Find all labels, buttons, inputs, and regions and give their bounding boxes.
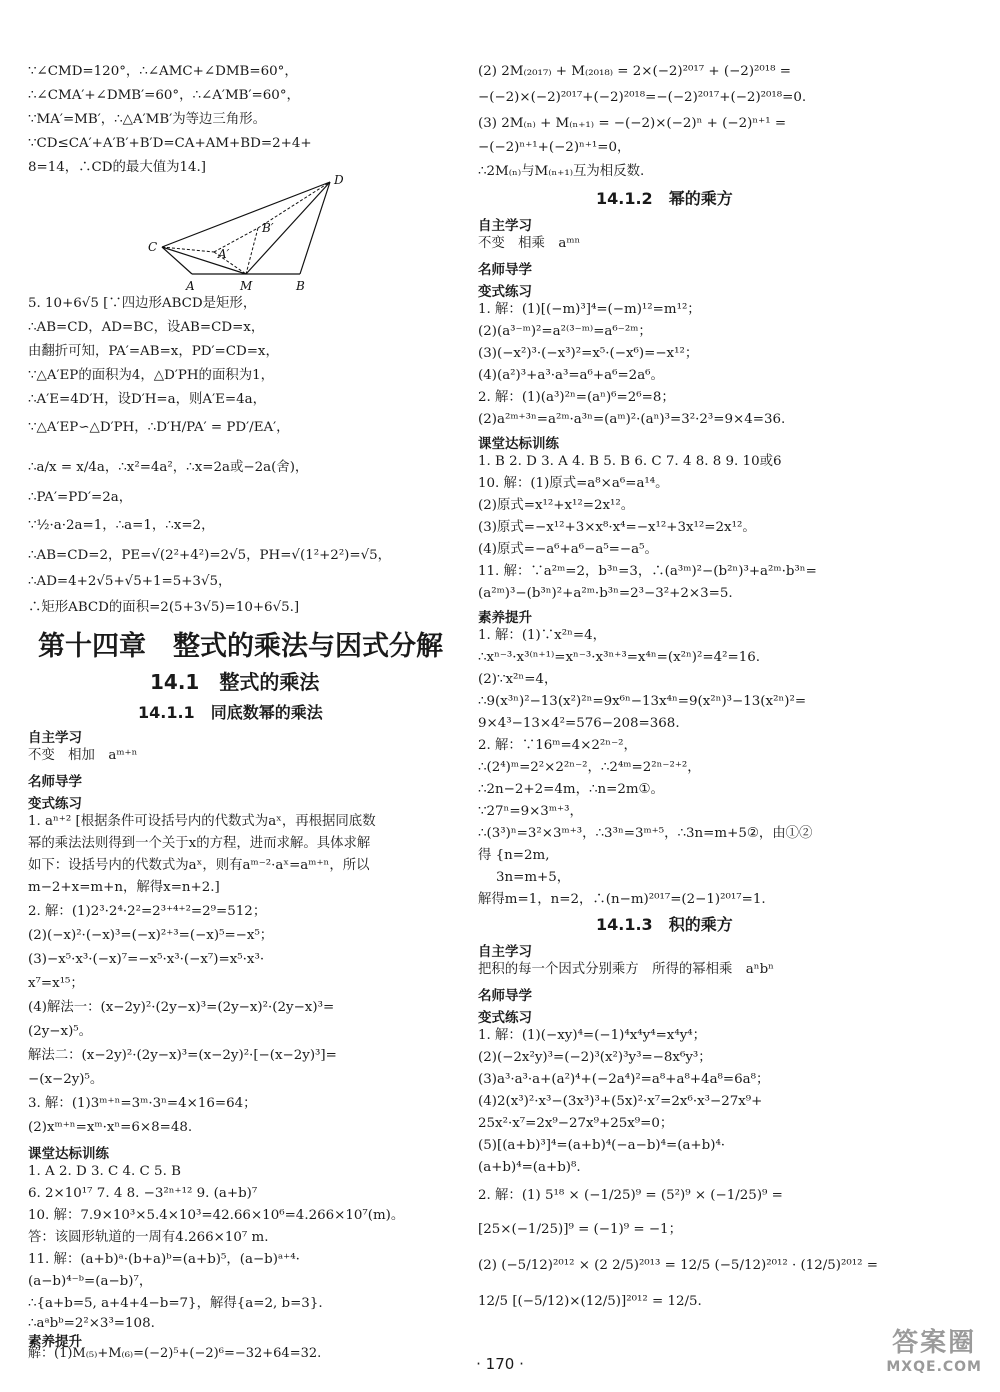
text-line: ∴(3³)ⁿ=3²×3ᵐ⁺³，∴3³ⁿ=3ᵐ⁺⁵，∴3n=m+5②，由①②	[478, 826, 813, 841]
text-line: (2) 2M₍₂₀₁₇₎ + M₍₂₀₁₈₎ = 2×(−2)²⁰¹⁷ + (−2)²⁰¹⁸ =	[478, 64, 791, 79]
text-line: ∴9(x³ⁿ)²−13(x²)²ⁿ=9x⁶ⁿ−13x⁴ⁿ=9(x²ⁿ)³−13(x²ⁿ)²=	[478, 694, 807, 709]
section-label: 变式练习	[28, 796, 82, 812]
text-line: (3)a³·a³·a+(a²)⁴+(−2a⁴)²=a⁸+a⁸+4a⁸=6a⁸；	[478, 1072, 770, 1087]
text-line: ∴∠CMA′+∠DMB′=60°，∴∠A′MB′=60°，	[28, 88, 300, 103]
text-line: 解：(1)M₍₅₎+M₍₆₎=(−2)⁵+(−2)⁶=−32+64=32.	[28, 1346, 322, 1361]
text-line: 2. 解：∵16ᵐ=4×2²ⁿ⁻²，	[478, 738, 637, 753]
text-line: 1. A 2. D 3. C 4. C 5. B	[28, 1164, 181, 1179]
text-line: ∴xⁿ⁻³·x³⁽ⁿ⁺¹⁾=xⁿ⁻³·x³ⁿ⁺³=x⁴ⁿ=(x²ⁿ)²=4²=16.	[478, 650, 760, 665]
text-line: 1. B 2. D 3. A 4. B 5. B 6. C 7. 4 8. 8 9. 10或6	[478, 454, 782, 469]
text-line: 2. 解：(1) 5¹⁸ × (−1/25)⁹ = (5²)⁹ × (−1/25)⁹ =	[478, 1188, 783, 1203]
text-line: 1. aⁿ⁺² [根据条件可设括号内的代数式为aˣ，再根据同底数	[28, 814, 376, 829]
text-line: (4)2(x³)²·x³−(3x³)³+(5x)²·x⁷=2x⁶·x³−27x⁹+	[478, 1094, 763, 1109]
section-label: 变式练习	[478, 284, 532, 300]
point-label-B: B	[296, 279, 305, 293]
text-line: 25x²·x⁷=2x⁹−27x⁹+25x⁹=0；	[478, 1116, 674, 1131]
text-line: (2) (−5/12)²⁰¹² × (2 2/5)²⁰¹³ = 12/5 (−5/12)²⁰¹² · (12/5)²⁰¹² =	[478, 1258, 878, 1273]
text-line: 11. 解：∵a²ᵐ=2，b³ⁿ=3，∴(a³ᵐ)²−(b²ⁿ)³+a²ᵐ·b³ⁿ=	[478, 564, 817, 579]
text-line: ∴AD=4+2√5+√5+1=5+3√5，	[28, 574, 232, 589]
subsection-title: 14.1.1 同底数幂的乘法	[138, 703, 323, 722]
point-label-D: D	[334, 173, 344, 187]
text-line: −(−2)×(−2)²⁰¹⁷+(−2)²⁰¹⁸=−(−2)²⁰¹⁷+(−2)²⁰¹⁸=0.	[478, 90, 807, 105]
text-line: (2)∵x²ⁿ=4，	[478, 672, 558, 687]
subsection-title: 14.1.2 幂的乘方	[596, 189, 733, 208]
section-label: 名师导学	[28, 774, 82, 790]
point-label-B-prime: B′	[262, 221, 274, 235]
text-line: (2)(−x)²·(−x)³=(−x)²⁺³=(−x)⁵=−x⁵；	[28, 928, 274, 943]
text-line: 3n=m+5，	[496, 870, 571, 885]
text-line: 6. 2×10¹⁷ 7. 4 8. −3²ⁿ⁺¹² 9. (a+b)⁷	[28, 1186, 258, 1201]
text-line: (2y−x)⁵。	[28, 1024, 93, 1039]
text-line: 8=14，∴CD的最大值为14.]	[28, 160, 207, 175]
text-line: ∴(2⁴)ᵐ=2²×2²ⁿ⁻²，∴2⁴ᵐ=2²ⁿ⁻²⁺²，	[478, 760, 701, 775]
point-label-M: M	[240, 279, 253, 293]
text-line: ∴A′E=4D′H，设D′H=a，则A′E=4a，	[28, 392, 267, 407]
text-line: ∵△A′EP∽△D′PH，∴D′H/PA′ = PD′/EA′，	[28, 420, 290, 435]
text-line: 解法二：(x−2y)²·(2y−x)³=(x−2y)²·[−(x−2y)³]=	[28, 1048, 337, 1063]
text-line: 5. 10+6√5 [∵四边形ABCD是矩形，	[28, 296, 257, 311]
point-label-C: C	[148, 240, 158, 254]
text-line: (4)(a²)³+a³·a³=a⁶+a⁶=2a⁶。	[478, 368, 664, 383]
section-label: 名师导学	[478, 262, 532, 278]
section-label: 自主学习	[478, 218, 532, 234]
text-line: (3) 2M₍ₙ₎ + M₍ₙ₊₁₎ = −(−2)×(−2)ⁿ + (−2)ⁿ⁺¹ =	[478, 116, 787, 131]
page-number: · 170 ·	[476, 1355, 524, 1373]
text-line: (5)[(a+b)³]⁴=(a+b)⁴(−a−b)⁴=(a+b)⁴·	[478, 1138, 726, 1153]
text-line: −(x−2y)⁵。	[28, 1072, 104, 1087]
text-line: ∵△A′EP的面积为4，△D′PH的面积为1，	[28, 368, 275, 383]
text-line: (2)原式=x¹²+x¹²=2x¹²。	[478, 498, 635, 513]
section-label: 素养提升	[478, 610, 532, 626]
section-label: 课堂达标训练	[28, 1146, 109, 1162]
text-line: (4)原式=−a⁶+a⁶−a⁵=−a⁵。	[478, 542, 658, 557]
text-line: (2)a²ᵐ⁺³ⁿ=a²ᵐ·a³ⁿ=(aᵐ)²·(aⁿ)³=3²·2³=9×4=36.	[478, 412, 786, 427]
section-label: 素养提升	[28, 1334, 82, 1350]
section-label: 自主学习	[28, 730, 82, 746]
text-line: (3)原式=−x¹²+3×x⁸·x⁴=−x¹²+3x¹²=2x¹²。	[478, 520, 756, 535]
text-line: 1. 解：(1)(−xy)⁴=(−1)⁴x⁴y⁴=x⁴y⁴；	[478, 1028, 707, 1043]
watermark-logo	[886, 1322, 982, 1375]
text-line: ∵MA′=MB′，∴△A′MB′为等边三角形。	[28, 112, 266, 127]
text-line: 不变 相加 aᵐ⁺ⁿ	[28, 748, 138, 763]
text-line: ∵∠CMD=120°，∴∠AMC+∠DMB=60°，	[28, 64, 298, 79]
text-line: 9×4³−13×4²=576−208=368.	[478, 716, 680, 731]
text-line: 答：该圆形轨道的一周有4.266×10⁷ m.	[28, 1230, 269, 1245]
text-line: 得 {n=2m,	[478, 848, 550, 863]
text-line: 1. 解：(1)[(−m)³]⁴=(−m)¹²=m¹²；	[478, 302, 701, 317]
text-line: (3)−x⁵·x³·(−x)⁷=−x⁵·x³·(−x⁷)=x⁵·x³·	[28, 952, 265, 967]
text-line: 1. 解：(1)∵x²ⁿ=4，	[478, 628, 607, 643]
text-line: 解得m=1，n=2，∴(n−m)²⁰¹⁷=(2−1)²⁰¹⁷=1.	[478, 892, 766, 907]
text-line: ∴2n−2+2=4m，∴n=2m①。	[478, 782, 664, 797]
text-line: [25×(−1/25)]⁹ = (−1)⁹ = −1；	[478, 1222, 682, 1237]
text-line: ∴AB=CD=2，PE=√(2²+4²)=2√5，PH=√(1²+2²)=√5，	[28, 548, 392, 563]
text-line: 把积的每一个因式分别乘方 所得的幂相乘 aⁿbⁿ	[478, 962, 774, 977]
section-label: 课堂达标训练	[478, 436, 559, 452]
chapter-title: 第十四章 整式的乘法与因式分解	[38, 631, 443, 662]
subsection-title: 14.1.3 积的乘方	[596, 915, 733, 934]
geometry-figure	[128, 172, 388, 294]
text-line: (a−b)⁴⁻ᵇ=(a−b)⁷，	[28, 1274, 153, 1289]
text-line: (2)xᵐ⁺ⁿ=xᵐ·xⁿ=6×8=48.	[28, 1120, 193, 1135]
point-label-A: A	[186, 279, 195, 293]
section-title: 14.1 整式的乘法	[150, 670, 320, 694]
text-line: 10. 解：7.9×10³×5.4×10³=42.66×10⁶=4.266×10⁷(m)。	[28, 1208, 405, 1223]
text-line: 如下：设括号内的代数式为aˣ，则有aᵐ⁻²·aˣ=aᵐ⁺ⁿ，所以	[28, 858, 370, 873]
text-line: ∵27ⁿ=9×3ᵐ⁺³，	[478, 804, 583, 819]
text-line: ∴a/x = x/4a，∴x²=4a²，∴x=2a或−2a(舍)，	[28, 460, 309, 475]
text-line: ∴矩形ABCD的面积=2(5+3√5)=10+6√5.]	[28, 600, 300, 615]
text-line: (4)解法一：(x−2y)²·(2y−x)³=(2y−x)²·(2y−x)³=	[28, 1000, 335, 1015]
text-line: 10. 解：(1)原式=a⁸×a⁶=a¹⁴。	[478, 476, 669, 491]
text-line: (3)(−x²)³·(−x³)²=x⁵·(−x⁶)=−x¹²；	[478, 346, 699, 361]
text-line: 11. 解：(a+b)ᵃ·(b+a)ᵇ=(a+b)⁵，(a−b)ᵃ⁺⁴·	[28, 1252, 300, 1267]
text-line: 2. 解：(1)2³·2⁴·2²=2³⁺⁴⁺²=2⁹=512；	[28, 904, 267, 919]
text-line: ∴aᵃbᵇ=2²×3³=108.	[28, 1316, 155, 1331]
text-line: (2)(−2x²y)³=(−2)³(x²)³y³=−8x⁶y³；	[478, 1050, 712, 1065]
text-line: 不变 相乘 aᵐⁿ	[478, 236, 581, 251]
watermark-text: 答案圈	[892, 1328, 977, 1358]
point-label-A-prime: A′	[218, 247, 230, 261]
text-line: ∴PA′=PD′=2a，	[28, 490, 133, 505]
text-line: 幂的乘法法则得到一个关于x的方程，进而求解。具体求解	[28, 836, 371, 851]
text-line: x⁷=x¹⁵；	[28, 976, 84, 991]
text-line: (2)(a³⁻ᵐ)²=a²⁽³⁻ᵐ⁾=a⁶⁻²ᵐ；	[478, 324, 652, 339]
text-line: m−2+x=m+n，解得x=n+2.]	[28, 880, 220, 895]
text-line: 由翻折可知，PA′=AB=x，PD′=CD=x，	[28, 344, 279, 359]
section-label: 变式练习	[478, 1010, 532, 1026]
text-line: ∵CD≤CA′+A′B′+B′D=CA+AM+BD=2+4+	[28, 136, 312, 151]
text-line: ∵½·a·2a=1，∴a=1，∴x=2，	[28, 518, 215, 533]
text-line: ∴2M₍ₙ₎与M₍ₙ₊₁₎互为相反数.	[478, 164, 645, 179]
text-line: (a+b)⁴=(a+b)⁸.	[478, 1160, 581, 1175]
text-line: 2. 解：(1)(a³)²ⁿ=(aⁿ)⁶=2⁶=8；	[478, 390, 675, 405]
text-line: 12/5 [(−5/12)×(12/5)]²⁰¹² = 12/5.	[478, 1294, 702, 1309]
text-line: −(−2)ⁿ⁺¹+(−2)ⁿ⁺¹=0，	[478, 140, 631, 155]
text-line: ∴{a+b=5, a+4+4−b=7}，解得{a=2, b=3}.	[28, 1296, 323, 1311]
section-label: 名师导学	[478, 988, 532, 1004]
watermark-site: MXQE.COM	[886, 1359, 982, 1375]
section-label: 自主学习	[478, 944, 532, 960]
text-line: ∴AB=CD，AD=BC，设AB=CD=x，	[28, 320, 265, 335]
text-line: 3. 解：(1)3ᵐ⁺ⁿ=3ᵐ·3ⁿ=4×16=64；	[28, 1096, 257, 1111]
text-line: (a²ᵐ)³−(b³ⁿ)²+a²ᵐ·b³ⁿ=2³−3²+2×3=5.	[478, 586, 733, 601]
